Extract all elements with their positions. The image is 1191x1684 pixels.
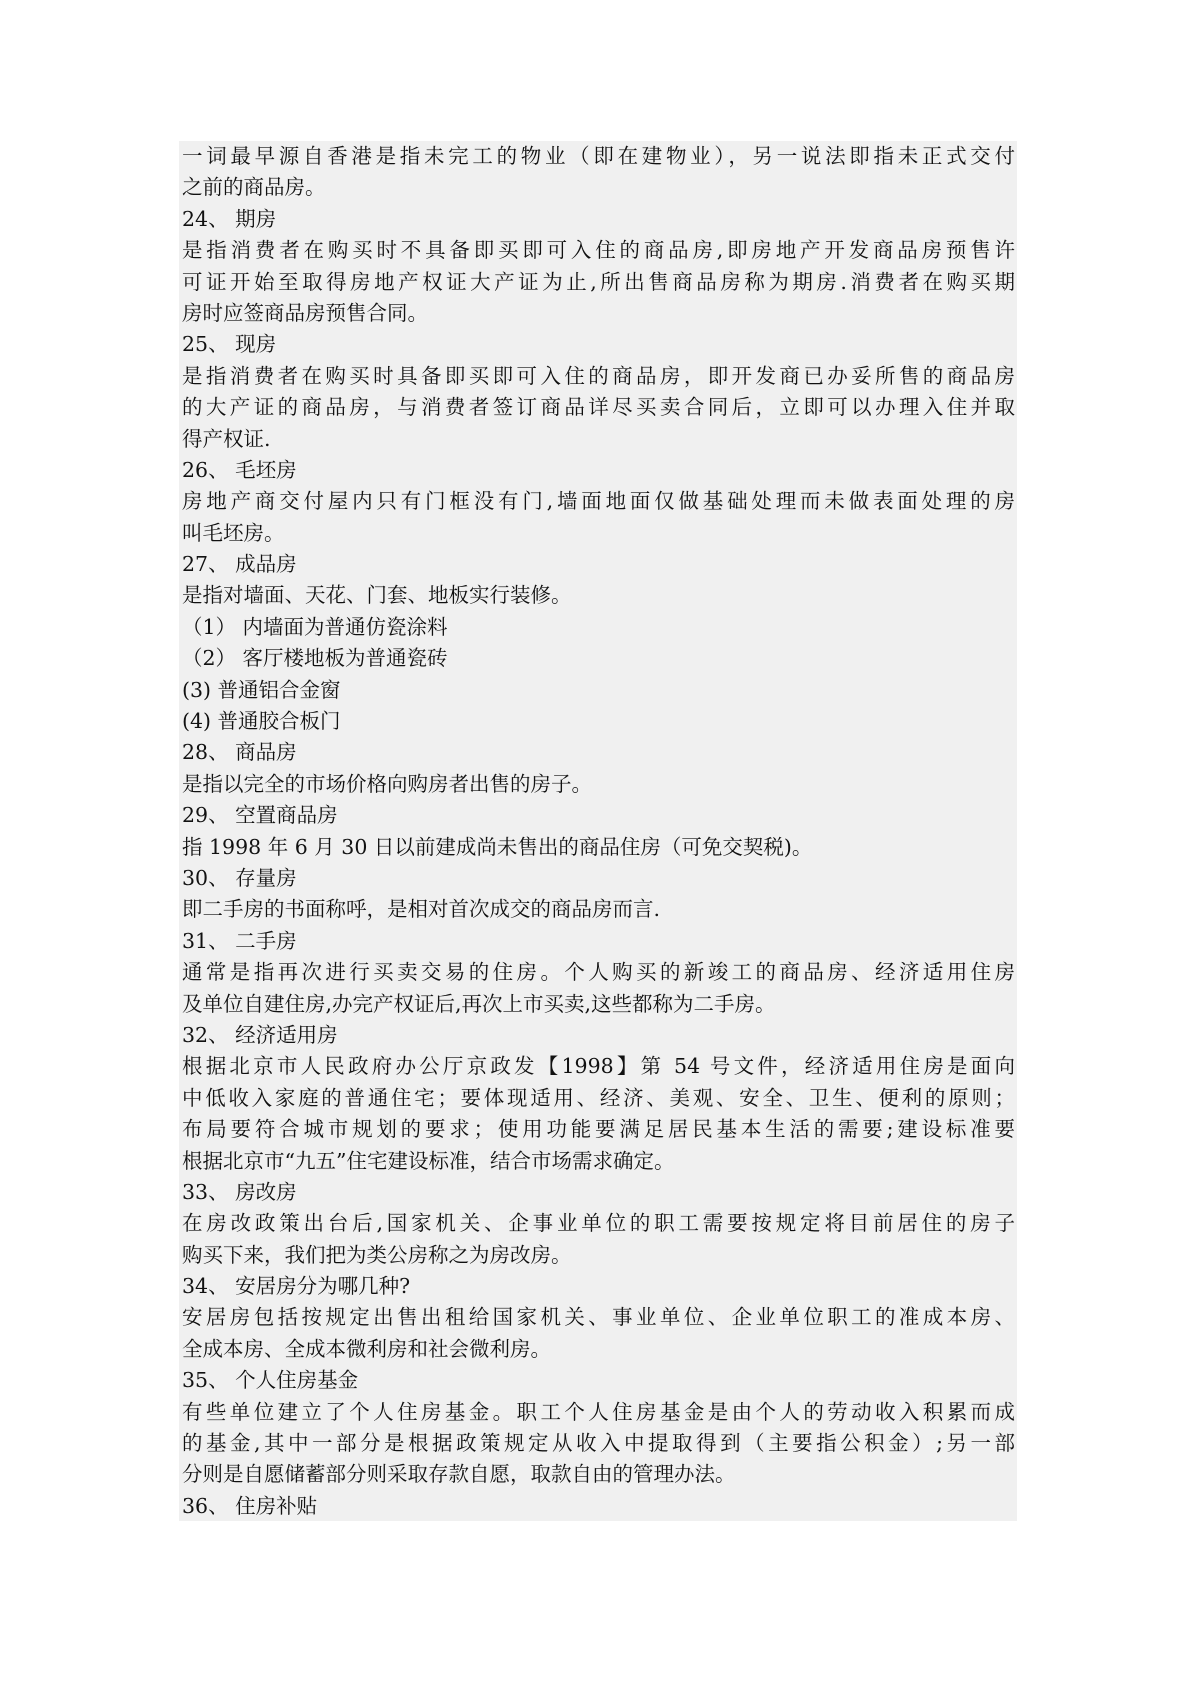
text-line: 是指消费者在购买时不具备即买即可入住的商品房,即房地产开发商品房预售许 bbox=[182, 238, 1015, 263]
text-line: 的基金,其中一部分是根据政策规定从收入中提取得到（主要指公积金）;另一部 bbox=[182, 1431, 1015, 1456]
text-line: 是指对墙面、天花、门套、地板实行装修。 bbox=[182, 583, 572, 608]
text-line: 房时应签商品房预售合同。 bbox=[182, 300, 428, 325]
text-line: 36、 住房补贴 bbox=[182, 1493, 318, 1518]
text-line: 及单位自建住房,办完产权证后,再次上市买卖,这些都称为二手房。 bbox=[182, 991, 776, 1016]
text-line: 28、 商品房 bbox=[182, 740, 297, 765]
text-line: 35、 个人住房基金 bbox=[182, 1368, 359, 1393]
text-line: 的大产证的商品房，与消费者签订商品详尽买卖合同后，立即可以办理入住并取 bbox=[182, 395, 1015, 420]
text-line: 31、 二手房 bbox=[182, 928, 297, 953]
text-line: 根据北京市人民政府办公厅京政发【1998】第 54 号文件，经济适用住房是面向 bbox=[182, 1054, 1015, 1079]
text-line: 是指以完全的市场价格向购房者出售的房子。 bbox=[182, 771, 592, 796]
text-line: 即二手房的书面称呼，是相对首次成交的商品房而言. bbox=[182, 897, 661, 922]
text-line: 29、 空置商品房 bbox=[182, 803, 338, 828]
text-line: 32、 经济适用房 bbox=[182, 1022, 338, 1047]
text-line: 24、 期房 bbox=[182, 206, 277, 231]
text-line: 26、 毛坯房 bbox=[182, 457, 297, 482]
text-line: 25、 现房 bbox=[182, 332, 277, 357]
text-line: 33、 房改房 bbox=[182, 1179, 297, 1204]
text-line: 在房改政策出台后,国家机关、企事业单位的职工需要按规定将目前居住的房子 bbox=[182, 1211, 1015, 1236]
text-line: 之前的商品房。 bbox=[182, 175, 326, 200]
text-line: 指 1998 年 6 月 30 日以前建成尚未售出的商品住房（可免交契税)。 bbox=[182, 834, 813, 859]
text-line: 购买下来，我们把为类公房称之为房改房。 bbox=[182, 1242, 572, 1267]
text-line: (4) 普通胶合板门 bbox=[182, 709, 341, 734]
text-line: 34、 安居房分为哪几种? bbox=[182, 1274, 411, 1299]
text-line: (3) 普通铝合金窗 bbox=[182, 677, 341, 702]
text-line: 中低收入家庭的普通住宅；要体现适用、经济、美观、安全、卫生、便利的原则； bbox=[182, 1085, 1015, 1110]
text-line: 叫毛坯房。 bbox=[182, 520, 285, 545]
text-line: 27、 成品房 bbox=[182, 552, 297, 577]
text-line: 一词最早源自香港是指未完工的物业（即在建物业），另一说法即指未正式交付 bbox=[182, 144, 1015, 168]
text-line: 全成本房、全成本微利房和社会微利房。 bbox=[182, 1336, 551, 1361]
document-text-block bbox=[179, 141, 1017, 1521]
text-line: 得产权证. bbox=[182, 426, 271, 451]
text-line: 布局要符合城市规划的要求；使用功能要满足居民基本生活的需要;建设标准要 bbox=[182, 1117, 1015, 1142]
text-line: 分则是自愿储蓄部分则采取存款自愿，取款自由的管理办法。 bbox=[182, 1462, 736, 1487]
text-line: 可证开始至取得房地产权证大产证为止,所出售商品房称为期房.消费者在购买期 bbox=[182, 269, 1015, 294]
text-line: 是指消费者在购买时具备即买即可入住的商品房，即开发商已办妥所售的商品房 bbox=[182, 363, 1015, 388]
text-line: 安居房包括按规定出售出租给国家机关、事业单位、企业单位职工的准成本房、 bbox=[182, 1305, 1015, 1330]
text-line: 30、 存量房 bbox=[182, 865, 297, 890]
text-line: （2） 客厅楼地板为普通瓷砖 bbox=[182, 646, 448, 671]
text-line: 通常是指再次进行买卖交易的住房。个人购买的新竣工的商品房、经济适用住房 bbox=[182, 960, 1015, 985]
text-line: （1） 内墙面为普通仿瓷涂料 bbox=[182, 614, 448, 639]
text-line: 房地产商交付屋内只有门框没有门,墙面地面仅做基础处理而未做表面处理的房 bbox=[182, 489, 1015, 514]
text-line: 根据北京市“九五”住宅建设标准，结合市场需求确定。 bbox=[182, 1148, 675, 1173]
text-line: 有些单位建立了个人住房基金。职工个人住房基金是由个人的劳动收入积累而成 bbox=[182, 1399, 1015, 1424]
